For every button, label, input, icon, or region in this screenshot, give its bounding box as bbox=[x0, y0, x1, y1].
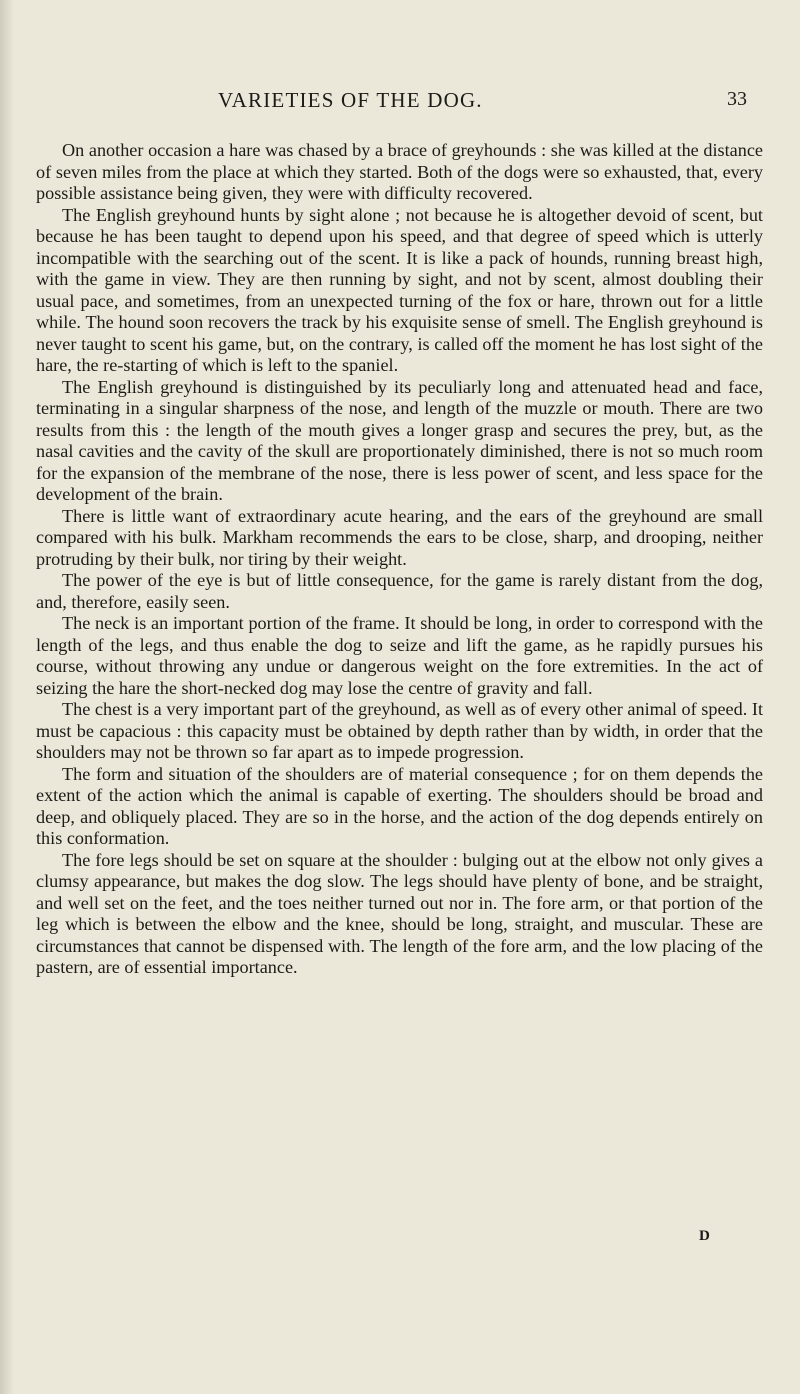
running-title: VARIETIES OF THE DOG. bbox=[218, 88, 483, 112]
body-text bbox=[36, 140, 763, 979]
running-header bbox=[0, 88, 800, 116]
paragraph: The power of the eye is but of little consequence, for the game is rarely distant from the dog, and, therefore, easily seen. bbox=[36, 570, 763, 612]
paragraph: The fore legs should be set on square at the shoulder : bulging out at the elbow not only gives a clumsy appearance, but makes the dog slow. The legs should have plenty of bone, and be straight, and well set on the feet, and the toes neither turned out nor in. The fore arm, or that portion of the leg which is between the elbow and the knee, should be long, straight, and muscular. These are circumstances that cannot be dispensed with. The length of the fore arm, and the low placing of the pastern, are of essential importance. bbox=[36, 849, 763, 977]
paragraph: There is little want of extraordinary acute hearing, and the ears of the greyhound are small compared with his bulk. Markham recommends the ears to be close, sharp, and drooping, neither protruding by their bulk, nor tiring by their weight. bbox=[36, 505, 763, 569]
paragraph: The form and situation of the shoulders are of material consequence ; for on them depends the extent of the action which the animal is capable of exerting. The shoulders should be broad and deep, and obliquely placed. They are so in the horse, and the action of the dog depends entirely on this conformation. bbox=[36, 763, 763, 848]
paragraph: The neck is an important portion of the frame. It should be long, in order to correspond with the length of the legs, and thus enable the dog to seize and lift the game, as he rapidly pursues his course, without throwing any undue or dangerous weight on the fore extremities. In the act of seizing the hare the short-necked dog may lose the centre of gravity and fall. bbox=[36, 613, 763, 698]
page-number: 33 bbox=[727, 88, 747, 110]
paragraph: The English greyhound hunts by sight alone ; not because he is altogether devoid of scent, but because he has been taught to depend upon his speed, and that degree of speed which is utterly incompatible with the searching out of the scent. It is like a pack of hounds, running breast high, with the game in view. They are then running by sight, and not by scent, almost doubling their usual pace, and sometimes, from an unexpected turning of the fox or hare, thrown out for a little while. The hound soon recovers the track by his exquisite sense of smell. The English greyhound is never taught to scent his game, but, on the contrary, is called off the moment he has lost sight of the hare, the re-starting of which is left to the spaniel. bbox=[36, 204, 763, 375]
paragraph: The English greyhound is distinguished by its peculiarly long and attenuated head and face, terminating in a singular sharpness of the nose, and length of the muzzle or mouth. There are two results from this : the length of the mouth gives a longer grasp and secures the prey, but, as the nasal cavities and the cavity of the skull are proportionately diminished, there is not so much room for the expansion of the membrane of the nose, there is less power of scent, and less space for the development of the brain. bbox=[36, 376, 763, 504]
paragraph: On another occasion a hare was chased by a brace of greyhounds : she was killed at the distance of seven miles from the place at which they started. Both of the dogs were so exhausted, that, every possible assistance being given, they were with difficulty recovered. bbox=[36, 140, 763, 203]
paragraph: The chest is a very important part of the greyhound, as well as of every other animal of speed. It must be capacious : this capacity must be obtained by depth rather than by width, in order that the shoulders may not be thrown so far apart as to impede progression. bbox=[36, 699, 763, 762]
signature-mark: D bbox=[699, 1228, 710, 1244]
